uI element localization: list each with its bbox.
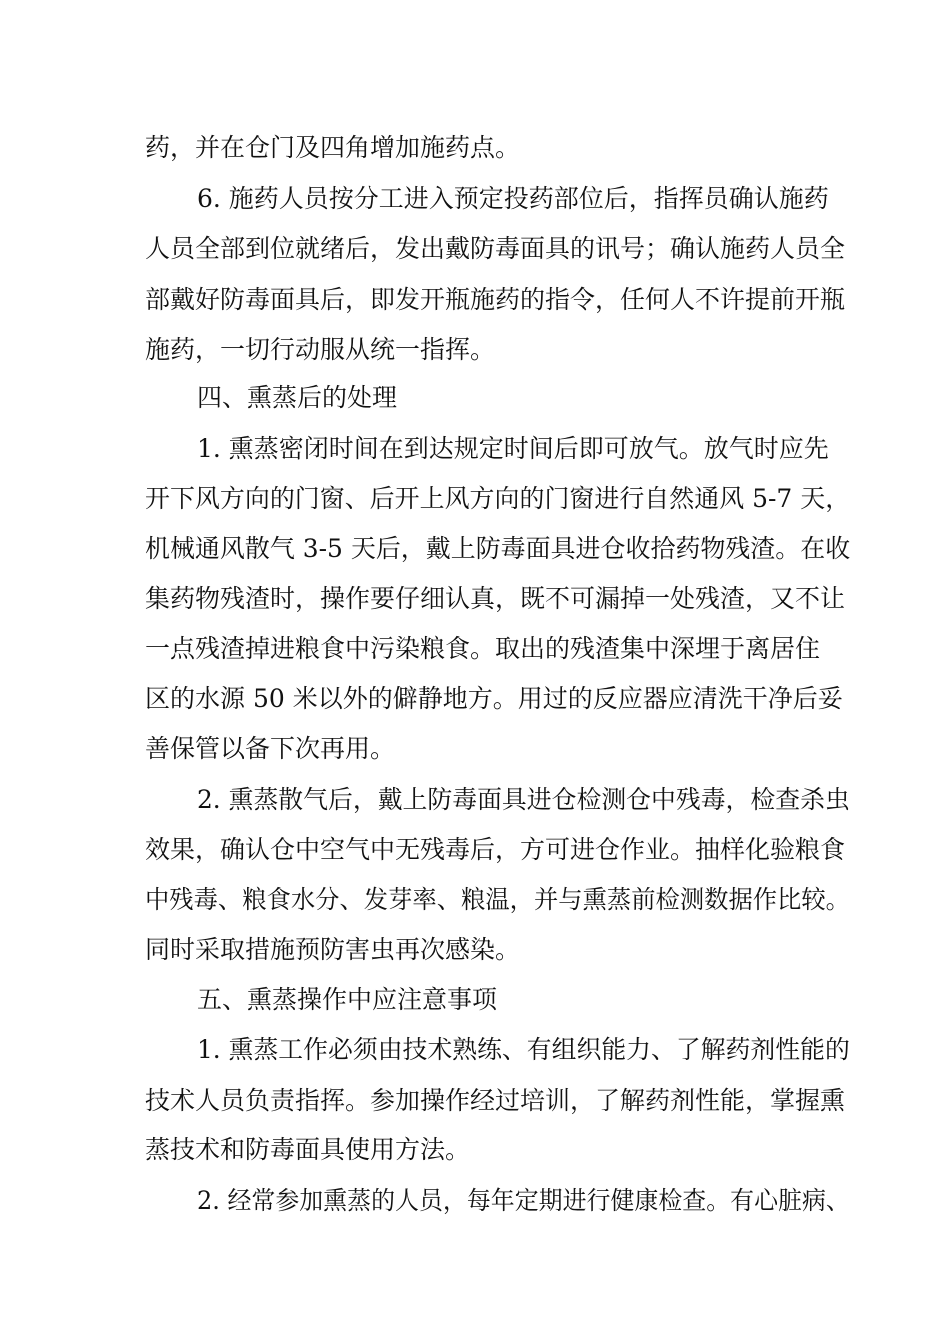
text-line: 蒸技术和防毒面具使用方法。	[145, 1135, 471, 1164]
text-line: 技术人员负责指挥。参加操作经过培训，了解药剂性能，掌握熏	[145, 1086, 846, 1115]
text-line: 1. 熏蒸工作必须由技术熟练、有组织能力、了解药剂性能的	[197, 1035, 850, 1064]
text-line: 2. 熏蒸散气后，戴上防毒面具进仓检测仓中残毒，检查杀虫	[197, 785, 850, 814]
text-line: 同时采取措施预防害虫再次感染。	[145, 935, 521, 964]
text-line: 区的水源 50 米以外的僻静地方。用过的反应器应清洗干净后妥	[145, 684, 843, 713]
text-line: 药，并在仓门及四角增加施药点。	[145, 133, 521, 162]
text-line: 6. 施药人员按分工进入预定投药部位后，指挥员确认施药	[197, 184, 829, 213]
text-line: 集药物残渣时，操作要仔细认真，既不可漏掉一处残渣，又不让	[145, 584, 846, 613]
text-line: 2. 经常参加熏蒸的人员，每年定期进行健康检查。有心脏病、	[197, 1186, 850, 1215]
text-line: 中残毒、粮食水分、发芽率、粮温，并与熏蒸前检测数据作比较。	[145, 885, 851, 914]
text-line: 善保管以备下次再用。	[145, 734, 396, 763]
text-line: 人员全部到位就绪后，发出戴防毒面具的讯号；确认施药人员全	[145, 234, 846, 263]
text-line: 机械通风散气 3-5 天后，戴上防毒面具进仓收拾药物残渣。在收	[145, 534, 851, 563]
text-line: 施药，一切行动服从统一指挥。	[145, 335, 496, 364]
text-line: 一点残渣掉进粮食中污染粮食。取出的残渣集中深埋于离居住	[145, 634, 821, 663]
section-heading: 四、熏蒸后的处理	[197, 383, 398, 412]
section-heading: 五、熏蒸操作中应注意事项	[197, 985, 498, 1014]
text-line: 效果，确认仓中空气中无残毒后，方可进仓作业。抽样化验粮食	[145, 835, 846, 864]
text-line: 开下风方向的门窗、后开上风方向的门窗进行自然通风 5-7 天，	[145, 484, 851, 513]
text-line: 部戴好防毒面具后，即发开瓶施药的指令，任何人不许提前开瓶	[145, 285, 846, 314]
text-line: 1. 熏蒸密闭时间在到达规定时间后即可放气。放气时应先	[197, 434, 829, 463]
